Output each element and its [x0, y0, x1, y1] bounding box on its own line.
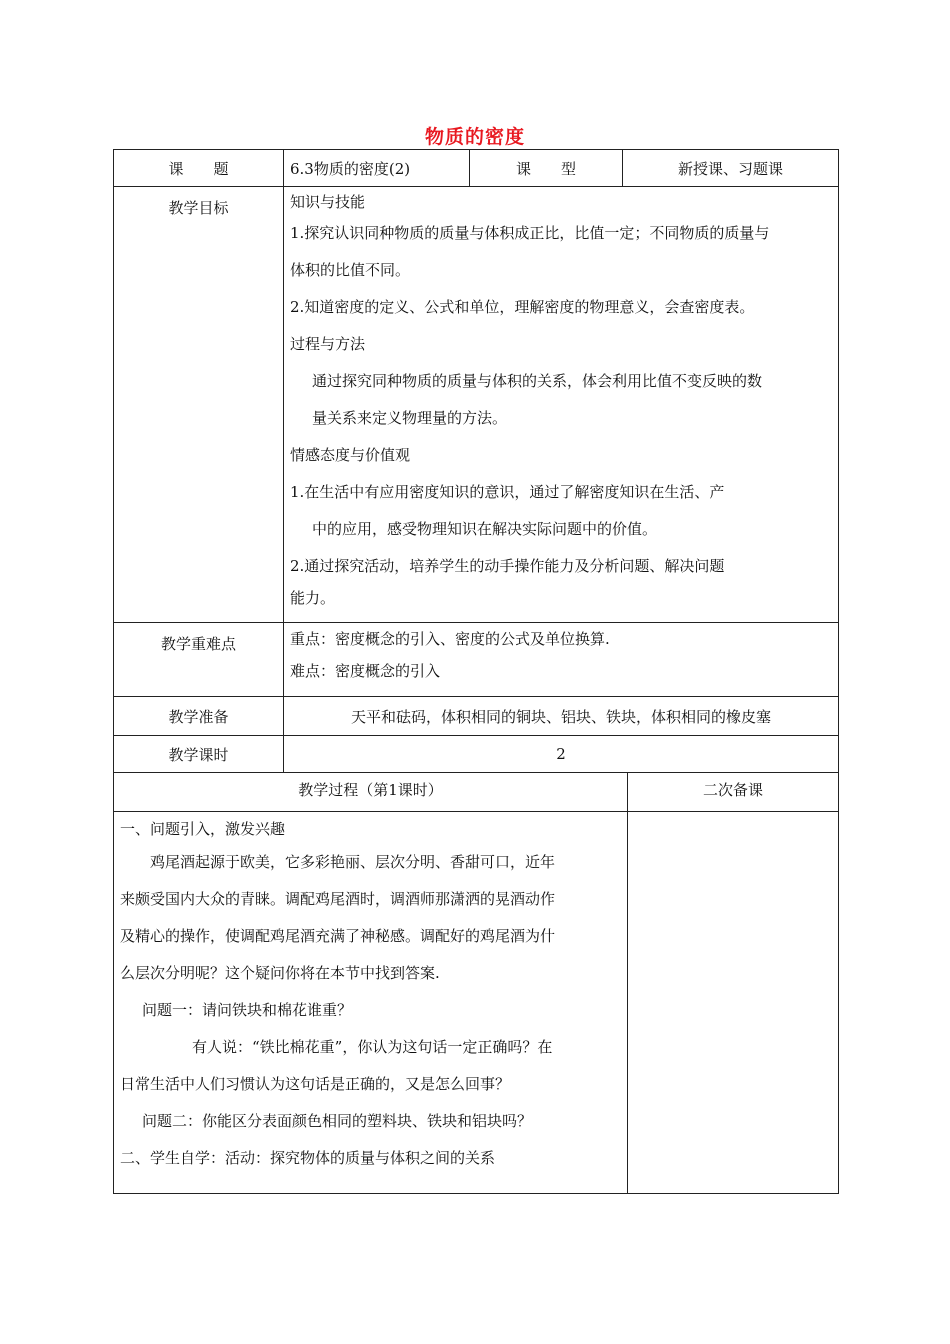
difficult-point: 难点：密度概念的引入: [290, 662, 441, 680]
type-label: 课 型: [470, 150, 623, 187]
process-section-heading: 二、学生自学：活动：探究物体的质量与体积之间的关系: [120, 1149, 496, 1167]
objectives-content: [284, 187, 839, 623]
important-point: 重点：密度概念的引入、密度的公式及单位换算.: [290, 630, 610, 648]
objective-line: 能力。: [290, 589, 336, 607]
lesson-plan-table: [113, 149, 839, 1194]
topic-label: 课 题: [114, 150, 284, 187]
key-points-label: 教学重难点: [114, 623, 284, 697]
key-points-row: [114, 623, 839, 697]
header-row: [114, 150, 839, 187]
process-line: 么层次分明呢？这个疑问你将在本节中找到答案.: [120, 964, 440, 982]
objective-line: 中的应用，感受物理知识在解决实际问题中的价值。: [312, 520, 658, 538]
objective-heading-attitude: 情感态度与价值观: [290, 446, 411, 464]
process-line: 有人说：“铁比棉花重”，你认为这句话一定正确吗？在: [192, 1038, 553, 1056]
process-content: [114, 812, 628, 1194]
objective-line: 1.探究认识同种物质的质量与体积成正比，比值一定；不同物质的质量与: [290, 224, 770, 242]
objective-line: 体积的比值不同。: [290, 261, 411, 279]
process-line: 日常生活中人们习惯认为这句话是正确的，又是怎么回事？: [120, 1075, 511, 1093]
objective-heading-knowledge: 知识与技能: [290, 193, 366, 211]
process-line: 及精心的操作，使调配鸡尾酒充满了神秘感。调配好的鸡尾酒为什: [120, 927, 556, 945]
second-prep-heading: 二次备课: [628, 773, 839, 812]
preparation-label: 教学准备: [114, 697, 284, 736]
process-line: 来颇受国内大众的青睐。调配鸡尾酒时，调酒师那潇洒的晃酒动作: [120, 890, 556, 908]
periods-row: [114, 736, 839, 773]
second-prep-content: [628, 812, 839, 1194]
question-two: 问题二：你能区分表面颜色相同的塑料块、铁块和铝块吗？: [142, 1112, 533, 1130]
periods-label: 教学课时: [114, 736, 284, 773]
type-value: 新授课、习题课: [623, 150, 839, 187]
objectives-row: [114, 187, 839, 623]
objective-line: 量关系来定义物理量的方法。: [312, 409, 508, 427]
objective-line: 2.通过探究活动，培养学生的动手操作能力及分析问题、解决问题: [290, 557, 725, 575]
objectives-label: 教学目标: [114, 187, 284, 623]
objective-line: 1.在生活中有应用密度知识的意识，通过了解密度知识在生活、产: [290, 483, 725, 501]
preparation-value: 天平和砝码，体积相同的铜块、铝块、铁块，体积相同的橡皮塞: [284, 697, 839, 736]
document-title: 物质的密度: [424, 126, 525, 148]
process-heading: 教学过程（第1课时）: [114, 773, 628, 812]
process-row: [114, 812, 839, 1194]
question-one: 问题一：请问铁块和棉花谁重？: [142, 1001, 353, 1019]
objective-heading-process: 过程与方法: [290, 335, 366, 353]
key-points-content: [284, 623, 839, 697]
process-section-heading: 一、问题引入，激发兴趣: [120, 820, 286, 838]
process-line: 鸡尾酒起源于欧美，它多彩艳丽、层次分明、香甜可口，近年: [150, 853, 556, 871]
topic-value: 6.3物质的密度(2): [284, 150, 470, 187]
preparation-row: [114, 697, 839, 736]
process-heading-row: [114, 773, 839, 812]
periods-value: 2: [284, 736, 839, 773]
objective-line: 通过探究同种物质的质量与体积的关系，体会利用比值不变反映的数: [312, 372, 763, 390]
objective-line: 2.知道密度的定义、公式和单位，理解密度的物理意义，会查密度表。: [290, 298, 755, 316]
